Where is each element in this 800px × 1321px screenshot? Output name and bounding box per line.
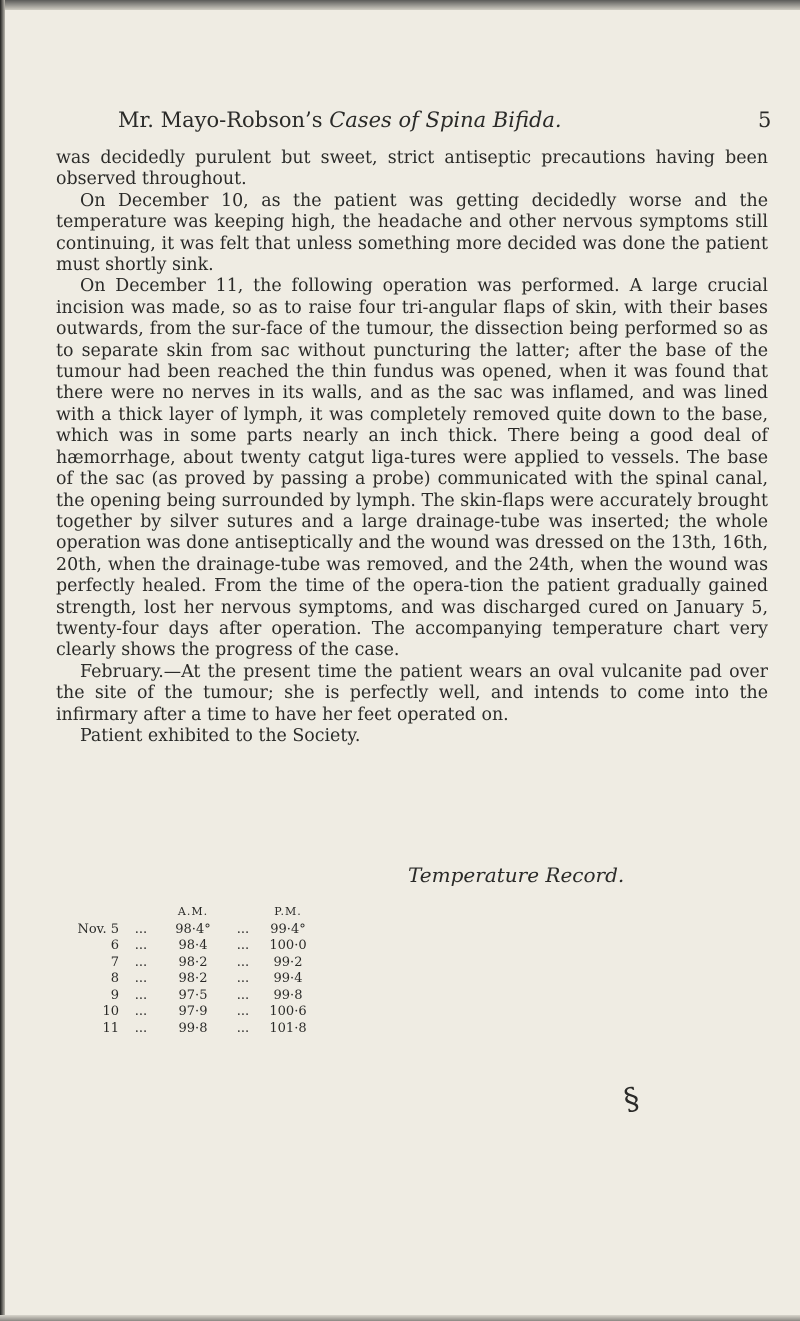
pm-cell: 100·0 — [269, 938, 307, 953]
page-bottom-edge — [0, 1315, 800, 1321]
pm-cell: 99·4 — [273, 971, 303, 986]
leader-dots: ... — [134, 938, 148, 953]
am-cell: 97·5 — [178, 987, 208, 1003]
paragraph: was decidedly purulent but sweet, strict antiseptic precautions having been observed throughout. — [56, 148, 768, 190]
pm-cell: 99·8 — [273, 987, 303, 1003]
table-row — [56, 971, 313, 988]
pm-cell: 100·6 — [269, 1004, 307, 1019]
pm-cell: 101·8 — [269, 1020, 307, 1036]
leader-dots: ... — [236, 1020, 250, 1036]
running-head — [118, 108, 562, 132]
section-sign-mark: § — [620, 1080, 643, 1119]
date-cell: Nov. 5 — [77, 921, 119, 937]
paragraph: February.—At the present time the patient wears an oval vulcanite pad over the site of the tumour; she is perfectly well, and intends to come into the infirmary after a time to have her feet operated on. — [56, 661, 768, 725]
paragraph: Patient exhibited to the Society. — [80, 725, 361, 746]
table-row — [56, 922, 313, 939]
pm-cell: 99·4° — [270, 921, 306, 937]
body-text — [56, 148, 768, 747]
am-cell: 98·2 — [178, 954, 208, 970]
pm-cell: 99·2 — [273, 954, 303, 970]
table-row — [56, 1021, 313, 1038]
leader-dots: ... — [134, 921, 148, 937]
header-title: Cases of Spina Bifida. — [329, 108, 562, 132]
leader-dots: ... — [134, 987, 148, 1003]
page-number: 5 — [758, 108, 772, 132]
page-left-edge — [0, 0, 5, 1321]
leader-dots: ... — [236, 938, 250, 953]
leader-dots: ... — [236, 1004, 250, 1019]
am-cell: 98·4° — [175, 921, 211, 937]
table-header-row — [56, 905, 313, 922]
pm-column-header: P.M. — [274, 905, 302, 918]
leader-dots: ... — [134, 971, 148, 986]
table-row — [56, 1004, 313, 1021]
leader-dots: ... — [236, 987, 250, 1003]
date-cell: 9 — [110, 987, 119, 1003]
leader-dots: ... — [236, 971, 250, 986]
table-row — [56, 938, 313, 955]
leader-dots: ... — [236, 921, 250, 937]
date-cell: 11 — [102, 1020, 119, 1036]
header-author: Mr. Mayo-Robson’s — [118, 108, 323, 132]
date-cell: 6 — [110, 938, 119, 953]
am-cell: 98·2 — [178, 971, 208, 986]
leader-column-header — [119, 905, 163, 922]
table-row — [56, 988, 313, 1005]
leader-dots: ... — [134, 1020, 148, 1036]
am-column-header: A.M. — [177, 905, 209, 918]
temperature-record-title: Temperature Record. — [408, 863, 625, 887]
leader-column-header — [223, 905, 263, 922]
page-top-shadow — [0, 0, 800, 10]
am-cell: 97·9 — [178, 1004, 208, 1019]
date-column-header — [56, 905, 119, 922]
leader-dots: ... — [134, 954, 148, 970]
temperature-record-table — [56, 905, 313, 1037]
paragraph: On December 10, as the patient was getting decidedly worse and the temperature was keeping high, the headache and other nervous symptoms still continuing, it was felt that unless something more decided was done the patient must shortly sink. — [56, 190, 768, 276]
am-cell: 99·8 — [178, 1020, 208, 1036]
table-row — [56, 955, 313, 972]
am-cell: 98·4 — [178, 938, 208, 953]
leader-dots: ... — [134, 1004, 148, 1019]
leader-dots: ... — [236, 954, 250, 970]
date-cell: 8 — [110, 971, 119, 986]
paragraph: On December 11, the following operation was performed. A large crucial incision was made, so as to raise four tri-angular flaps of skin, with their bases outwards, from the sur-face of the tumour, the dissection being performed so as to separate skin from sac without puncturing the latter; after the base of the tumour had been reached the thin fundus was opened, when it was found that there were no nerves in its walls, and as the sac was inflamed, and was lined with a thick layer of lymph, it was completely removed quite down to the base, which was in some parts nearly an inch thick. There being a good deal of hæmorrhage, about twenty catgut liga-tures were applied to vessels. The base of the sac (as proved by passing a probe) communicated with the spinal canal, the opening being surrounded by lymph. The skin-flaps were accurately brought together by silver sutures and a large drainage-tube was inserted; the whole operation was done antiseptically and the wound was dressed on the 13th, 16th, 20th, when the drainage-tube was removed, and the 24th, when the wound was perfectly healed. From the time of the opera-tion the patient gradually gained strength, lost her nervous symptoms, and was discharged cured on January 5, twenty-four days after operation. The accompanying temperature chart very clearly shows the progress of the case. — [56, 276, 768, 661]
date-cell: 7 — [110, 954, 119, 970]
date-cell: 10 — [102, 1004, 119, 1019]
